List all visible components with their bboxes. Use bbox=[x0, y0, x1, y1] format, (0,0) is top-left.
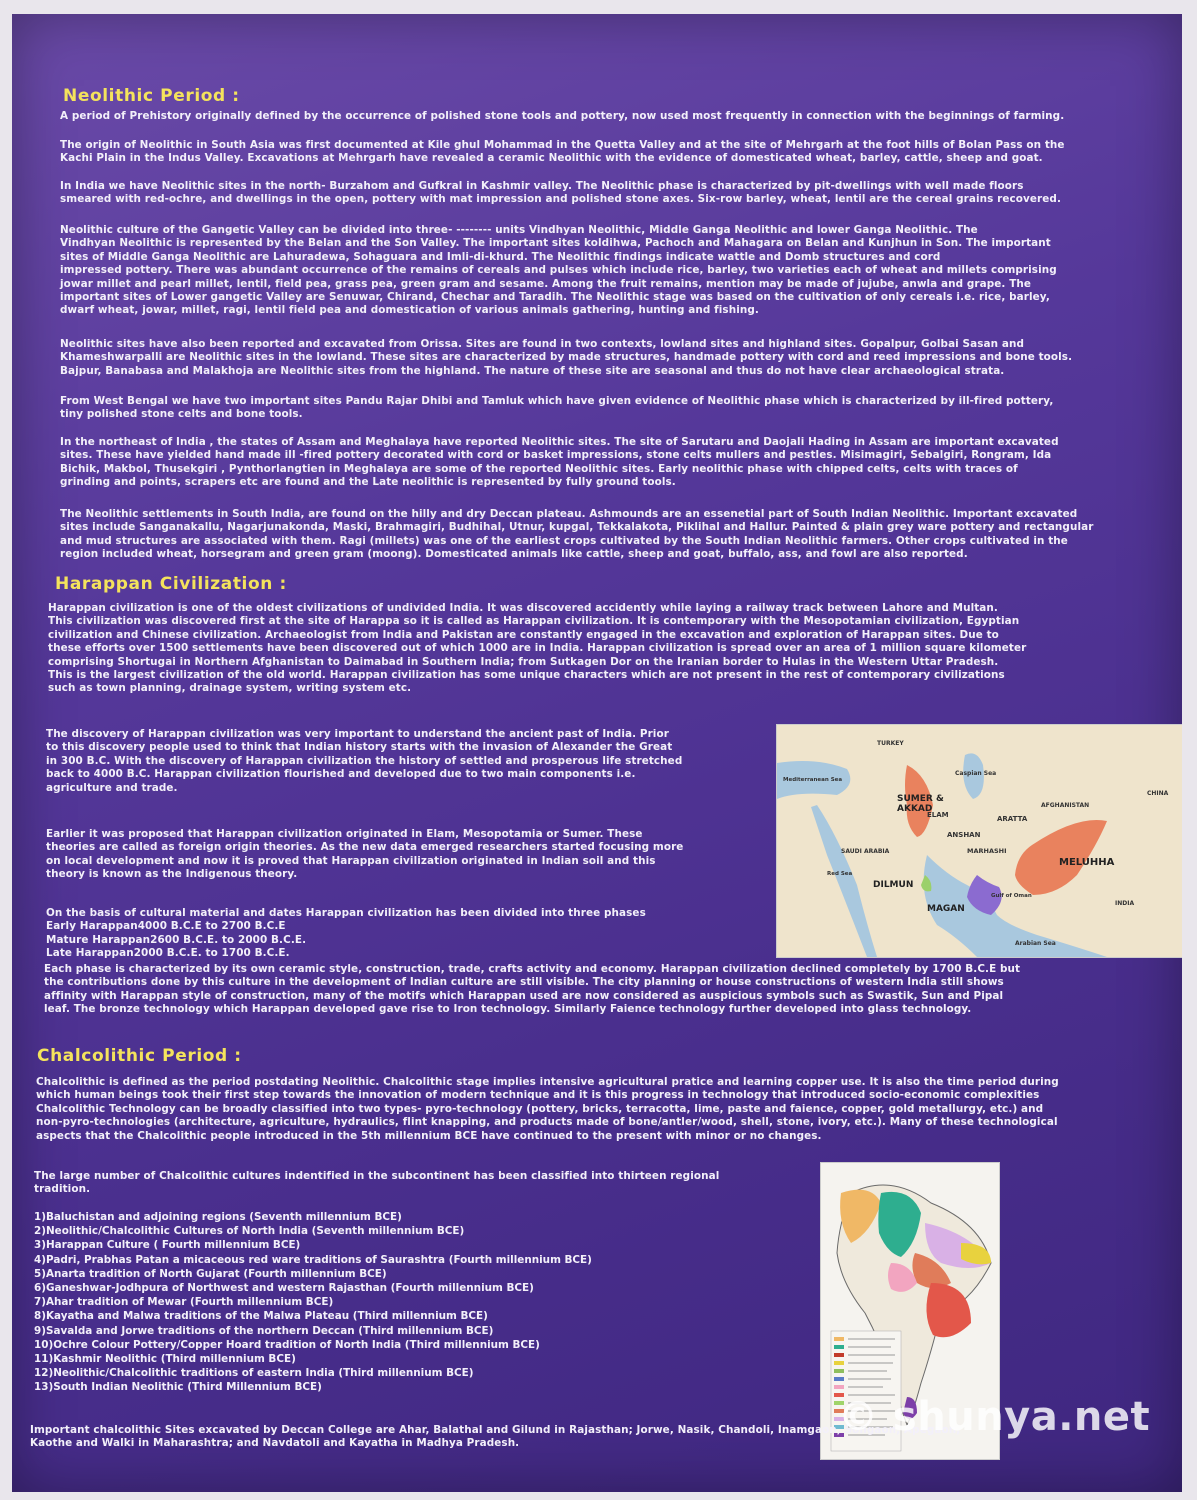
tradition-item: 3)Harappan Culture ( Fourth millennium BCE) bbox=[34, 1239, 301, 1252]
tradition-item: 13)South Indian Neolithic (Third Millennium BCE) bbox=[34, 1381, 322, 1394]
neolithic-heading: Neolithic Period : bbox=[63, 86, 240, 106]
map-label-china: CHINA bbox=[1147, 790, 1169, 797]
tradition-item: 11)Kashmir Neolithic (Third millennium BCE) bbox=[34, 1353, 296, 1366]
map-label-elam: ELAM bbox=[927, 811, 949, 819]
tradition-item: 6)Ganeshwar-Jodhpura of Northwest and western Rajasthan (Fourth millennium BCE) bbox=[34, 1282, 534, 1295]
map-label-sumer: SUMER & bbox=[897, 794, 944, 804]
tradition-item: 5)Anarta tradition of North Gujarat (Fourth millennium BCE) bbox=[34, 1267, 387, 1280]
harappan-origin: Earlier it was proposed that Harappan civilization originated in Elam, Mesopotamia or Sumer. These theories are called as foreign origin theories. As the new data emerged researchers started focusing more on local development and now it is proved that Harappan civilization originated in Indian soil and this theory is known as the Indigenous theory. bbox=[46, 828, 684, 881]
neolithic-para-4: Neolithic culture of the Gangetic Valley can be divided into three- -------- units Vindhyan Neolithic, Middle Ganga Neolithic and lower Ganga Neolithic. The Vindhyan Neolithic is represented by the Belan and the Son Valley. The important sites koldihwa, Pachoch and Mahagara on Belan and Kunjhun in Son. The important sites of Middle Ganga Neolithic are Lahuradewa, Sohaguara and Imli-di-khurd. The Neolithic findings indicate wattle and Domb structures and cord impressed pottery. There was abundant occurrence of the remains of cereals and pulses which include rice, barley, two varieties each of wheat and millets comprising jowar millet and pearl millet, lentil, field pea, grass pea, green gram and sesame. Among the fruit remains, mention may be made of jujube, anwla and grape. The important sites of Lower gangetic Valley are Senuwar, Chirand, Chechar and Taradih. The Neolithic stage was based on the cultivation of only cereals i.e. rice, barley, dwarf wheat, jowar, millet, ragi, lentil field pea and domestication of various animals gathering, hunting and fishing. bbox=[60, 224, 1057, 317]
map-label-anshan: ANSHAN bbox=[947, 831, 981, 839]
map-label-akkad: AKKAD bbox=[897, 804, 933, 814]
map-label-magan: MAGAN bbox=[927, 904, 965, 914]
tradition-item: 10)Ochre Colour Pottery/Copper Hoard tradition of North India (Third millennium BCE) bbox=[34, 1338, 540, 1351]
information-panel bbox=[12, 14, 1182, 1492]
tradition-item: 7)Ahar tradition of Mewar (Fourth millennium BCE) bbox=[34, 1296, 334, 1309]
neolithic-para-5: Neolithic sites have also been reported and excavated from Orissa. Sites are found in two contexts, lowland sites and highland sites. Gopalpur, Golbai Sasan and Khameshwarpalli are Neolithic sites in the lowland. These sites are characterized by made structures, handmade pottery with cord and reed impressions and bone tools. Bajpur, Banabasa and Malakhoja are Neolithic sites from the highland. The nature of these site are seasonal and thus do not have clear archaeological strata. bbox=[60, 338, 1073, 377]
map-label-aratta: ARATTA bbox=[997, 815, 1028, 823]
tradition-item: 12)Neolithic/Chalcolithic traditions of eastern India (Third millennium BCE) bbox=[34, 1367, 474, 1380]
traditions-list bbox=[34, 1210, 592, 1395]
map-label-arabian-sea: Arabian Sea bbox=[1015, 940, 1056, 947]
neolithic-para-3: In India we have Neolithic sites in the north- Burzahom and Gufkral in Kashmir valley. The Neolithic phase is characterized by pit-dwellings with well made floors smeared with red-ochre, and dwellings in the open, pottery with mat impression and polished stone axes. Six-row barley, wheat, lentil are the cereal grains recovered. bbox=[60, 180, 1062, 206]
map-label-gulf-of-oman: Gulf of Oman bbox=[991, 893, 1032, 899]
map-label-india: INDIA bbox=[1115, 900, 1135, 907]
map-label-caspian: Caspian Sea bbox=[955, 770, 997, 777]
tradition-item: 4)Padri, Prabhas Patan a micaceous red ware traditions of Saurashtra (Fourth millennium BCE) bbox=[34, 1253, 592, 1266]
harappan-intro: Harappan civilization is one of the oldest civilizations of undivided India. It was discovered accidently while laying a railway track between Lahore and Multan. This civilization was discovered first at the site of Harappa so it is called as Harappan civilization. It is contemporary with the Mesopotamian civilization, Egyptian civilization and Chinese civilization. Archaeologist from India and Pakistan are constantly engaged in the excavation and exploration of Harappan sites. Due to these efforts over 1500 settlements have been discovered out of which 1000 are in India. Harappan civilization is spread over an area of 1 million square kilometer comprising Shortugai in Northern Afghanistan to Daimabad in Southern India; from Sutkagen Dor on the Iranian border to Hulas in the Western Uttar Pradesh. This is the largest civilization of the old world. Harappan civilization has some unique characters which are not present in the rest of contemporary civilizations such as town planning, drainage system, writing system etc. bbox=[48, 602, 1027, 695]
harappan-phases-detail: Each phase is characterized by its own ceramic style, construction, trade, crafts activity and economy. Harappan civilization declined completely by 1700 B.C.E but the contributions done by this culture in the development of Indian culture are still visible. The city planning or house constructions of western India still shows affinity with Harappan style of construction, many of the motifs which Harappan used are now considered as auspicious symbols such as Swastik, Sun and Pipal leaf. The bronze technology which Harappan developed gave rise to Iron technology. Similarly Faience technology further developed into glass technology. bbox=[44, 963, 1021, 1016]
harappan-trade-map bbox=[776, 724, 1182, 958]
trade-map-svg bbox=[777, 725, 1182, 957]
map-label-turkey: TURKEY bbox=[877, 740, 904, 747]
tradition-item: 2)Neolithic/Chalcolithic Cultures of North India (Seventh millennium BCE) bbox=[34, 1225, 465, 1238]
watermark: © shunya.net bbox=[838, 1394, 1151, 1440]
map-label-mediterranean: Mediterranean Sea bbox=[783, 777, 843, 783]
map-label-meluhha: MELUHHA bbox=[1059, 857, 1115, 868]
harappan-discovery: The discovery of Harappan civilization was very important to understand the ancient past of India. Prior to this discovery people used to think that Indian history starts with the invasion of Alexander the Great in 300 B.C. With the discovery of Harappan civilization the history of settled and prosperous life stretched back to 4000 B.C. Harappan civilization flourished and developed due to two main components i.e. agriculture and trade. bbox=[46, 728, 683, 794]
chalcolithic-intro: Chalcolithic is defined as the period postdating Neolithic. Chalcolithic stage implies intensive agricultural pratice and learning copper use. It is also the time period during which human beings took their first step towards the innovation of modern technique and it is this progress in technology that introduced socio-economic complexities Chalcolithic Technology can be broadly classified into two types- pyro-technology (pottery, bricks, terracotta, lime, paste and faience, copper, gold metallurgy, etc.) and non-pyro-technologies (architecture, agriculture, hydraulics, flint knapping, and products made of bone/antler/wood, shell, stone, ivory, etc.). Many of these technological aspects that the Chalcolithic people introduced in the 5th millennium BCE have continued to the present with minor or no changes. bbox=[36, 1076, 1059, 1142]
neolithic-para-6: From West Bengal we have two important sites Pandu Rajar Dhibi and Tamluk which have given evidence of Neolithic phase which is characterized by ill-fired pottery, tiny polished stone celts and bone tools. bbox=[60, 395, 1054, 421]
neolithic-para-2: The origin of Neolithic in South Asia was first documented at Kile ghul Mohammad in the Quetta Valley and at the site of Mehrgarh at the foot hills of Bolan Pass on the Kachi Plain in the Indus Valley. Excavations at Mehrgarh have revealed a ceramic Neolithic with the evidence of domesticated wheat, barley, cattle, sheep and goat. bbox=[60, 139, 1065, 165]
neolithic-para-8: The Neolithic settlements in South India, are found on the hilly and dry Deccan plateau. Ashmounds are an essenetial part of South Indian Neolithic. Important excavated sites include Sanganakallu, Nagarjunakonda, Maski, Brahmagiri, Budhihal, Utnur, kupgal, Tekkalakota, Piklihal and Hallur. Painted & plain grey ware pottery and rectangular and mud structures are associated with them. Ragi (millets) was one of the earliest crops cultivated by the South Indian Neolithic farmers. Other crops cultivated in the region included wheat, horsegram and green gram (moong). Domesticated animals like cattle, sheep and goat, buffalo, ass, and fowl are also reported. bbox=[60, 508, 1094, 561]
neolithic-para-1: A period of Prehistory originally defined by the occurrence of polished stone tools and pottery, now used most frequently in connection with the beginnings of farming. bbox=[60, 110, 1065, 122]
tradition-item: 9)Savalda and Jorwe traditions of the northern Deccan (Third millennium BCE) bbox=[34, 1324, 494, 1337]
chalcolithic-cultures-intro: The large number of Chalcolithic cultures indentified in the subcontinent has been classified into thirteen regional tradition. bbox=[34, 1170, 720, 1196]
map-label-red-sea: Red Sea bbox=[827, 871, 853, 877]
neolithic-para-7: In the northeast of India , the states of Assam and Meghalaya have reported Neolithic sites. The site of Sarutaru and Daojali Hading in Assam are important excavated sites. These have yielded hand made ill -fired pottery decorated with cord or basket impressions, stone celts mullers and pestles. Misimagiri, Sebalgiri, Rongram, Ida Bichik, Makbol, Thusekgiri , Pynthorlangtien in Meghalaya are some of the reported Neolithic sites. Early neolithic phase with chipped celts, celts with traces of grinding and points, scrapers etc are found and the Late neolithic is represented by fully ground tools. bbox=[60, 436, 1059, 489]
tradition-item: 8)Kayatha and Malwa traditions of the Malwa Plateau (Third millennium BCE) bbox=[34, 1310, 488, 1323]
harappan-heading: Harappan Civilization : bbox=[55, 574, 287, 594]
chalcolithic-heading: Chalcolithic Period : bbox=[37, 1046, 242, 1066]
tradition-item: 1)Baluchistan and adjoining regions (Seventh millennium BCE) bbox=[34, 1211, 402, 1223]
map-label-dilmun: DILMUN bbox=[873, 880, 914, 890]
chalcolithic-sites: Important chalcolithic Sites excavated by Deccan College are Ahar, Balathal and Gilund in Rajasthan; Jorwe, Nasik, Chandoli, Inamgaon, Songaon, Apegaon, Kaothe and Walki in Maharashtra; and Navdatoli and Kayatha in Madhya Pradesh. bbox=[30, 1424, 961, 1450]
map-label-saudi-arabia: SAUDI ARABIA bbox=[841, 848, 890, 855]
map-label-afghanistan: AFGHANISTAN bbox=[1041, 802, 1090, 809]
map-label-marhashi: MARHASHI bbox=[967, 847, 1007, 855]
harappan-phases: On the basis of cultural material and dates Harappan civilization has been divided into three phases Early Harappan4000 B.C.E to 2700 B.C.E Mature Harappan2600 B.C.E. to 2000 B.C.E. Late Harappan2000 B.C.E. to 1700 B.C.E. bbox=[46, 907, 646, 960]
